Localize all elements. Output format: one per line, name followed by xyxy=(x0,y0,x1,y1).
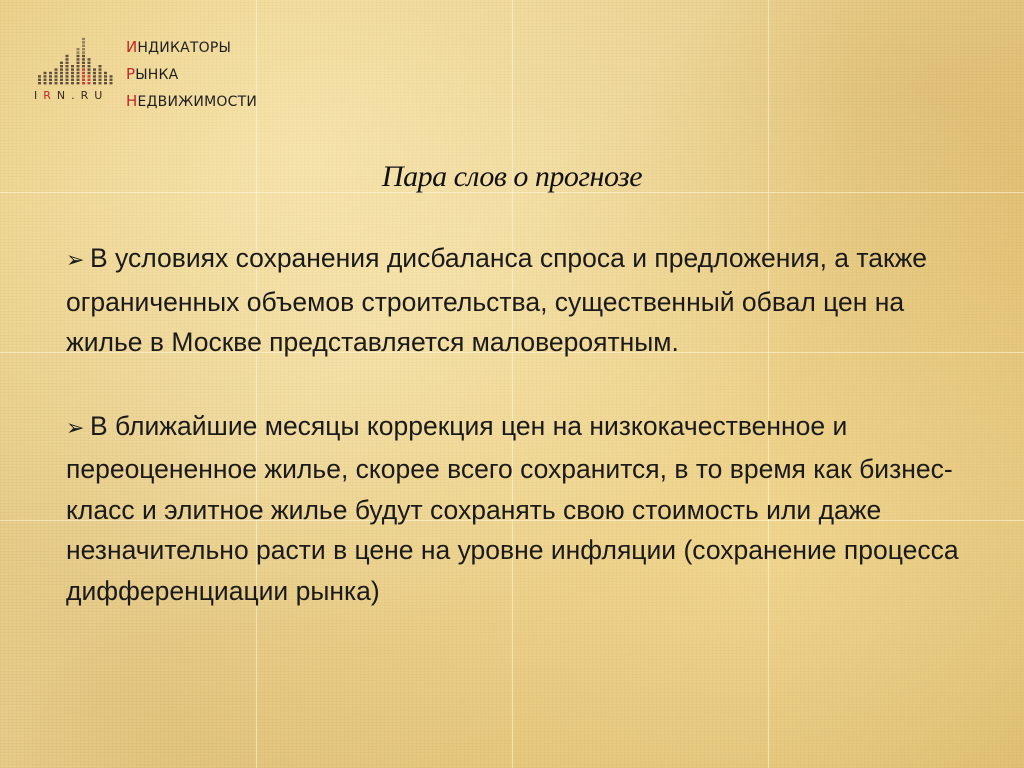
logo-domain xyxy=(34,89,108,102)
logo-line-cap: И xyxy=(126,38,138,56)
arrow-bullet-icon: ➢ xyxy=(66,248,85,273)
bullet-text: В ближайшие месяцы коррекция цен на низкокачественное и переоцененное жилье, скорее всего сохранится, в то время как бизнес-класс и элитное жилье будут сохранять свою стоимость или даже незначительно расти в цене на уровне инфляции (сохранение процесса дифференциации рынка) xyxy=(66,410,959,606)
logo-line-rest: НДИКАТОРЫ xyxy=(137,40,232,56)
logo-line-market xyxy=(126,61,257,88)
logo-line-rest: ЫНКА xyxy=(135,67,179,83)
arrow-bullet-icon: ➢ xyxy=(66,415,85,441)
bullet-text: В условиях сохранения дисбаланса спроса и предложения, а также ограниченных объемов строительства, существенный обвал цен на жилье в Москве представляется маловероятным. xyxy=(66,243,928,357)
logo-domain-r: R xyxy=(43,89,57,102)
logo-line-rest: ЕДВИЖИМОСТИ xyxy=(137,94,257,110)
bullet-item xyxy=(66,406,986,612)
logo-line-cap: Н xyxy=(126,92,138,110)
slide-title: Пара слов о прогнозе xyxy=(381,160,643,193)
slide-body xyxy=(66,238,986,654)
logo-domain-n: N xyxy=(56,89,72,102)
logo-domain-i: I xyxy=(34,89,44,102)
logo-text xyxy=(126,34,257,115)
city-skyline-icon xyxy=(34,34,120,86)
logo-line-realty xyxy=(126,88,257,115)
logo-line-indicators xyxy=(126,34,257,61)
logo-domain-ru: RU xyxy=(80,89,109,102)
irn-logo xyxy=(34,34,294,108)
bullet-item xyxy=(66,238,986,363)
logo-domain-dot: . xyxy=(71,89,81,102)
logo-line-cap: Р xyxy=(126,65,136,83)
